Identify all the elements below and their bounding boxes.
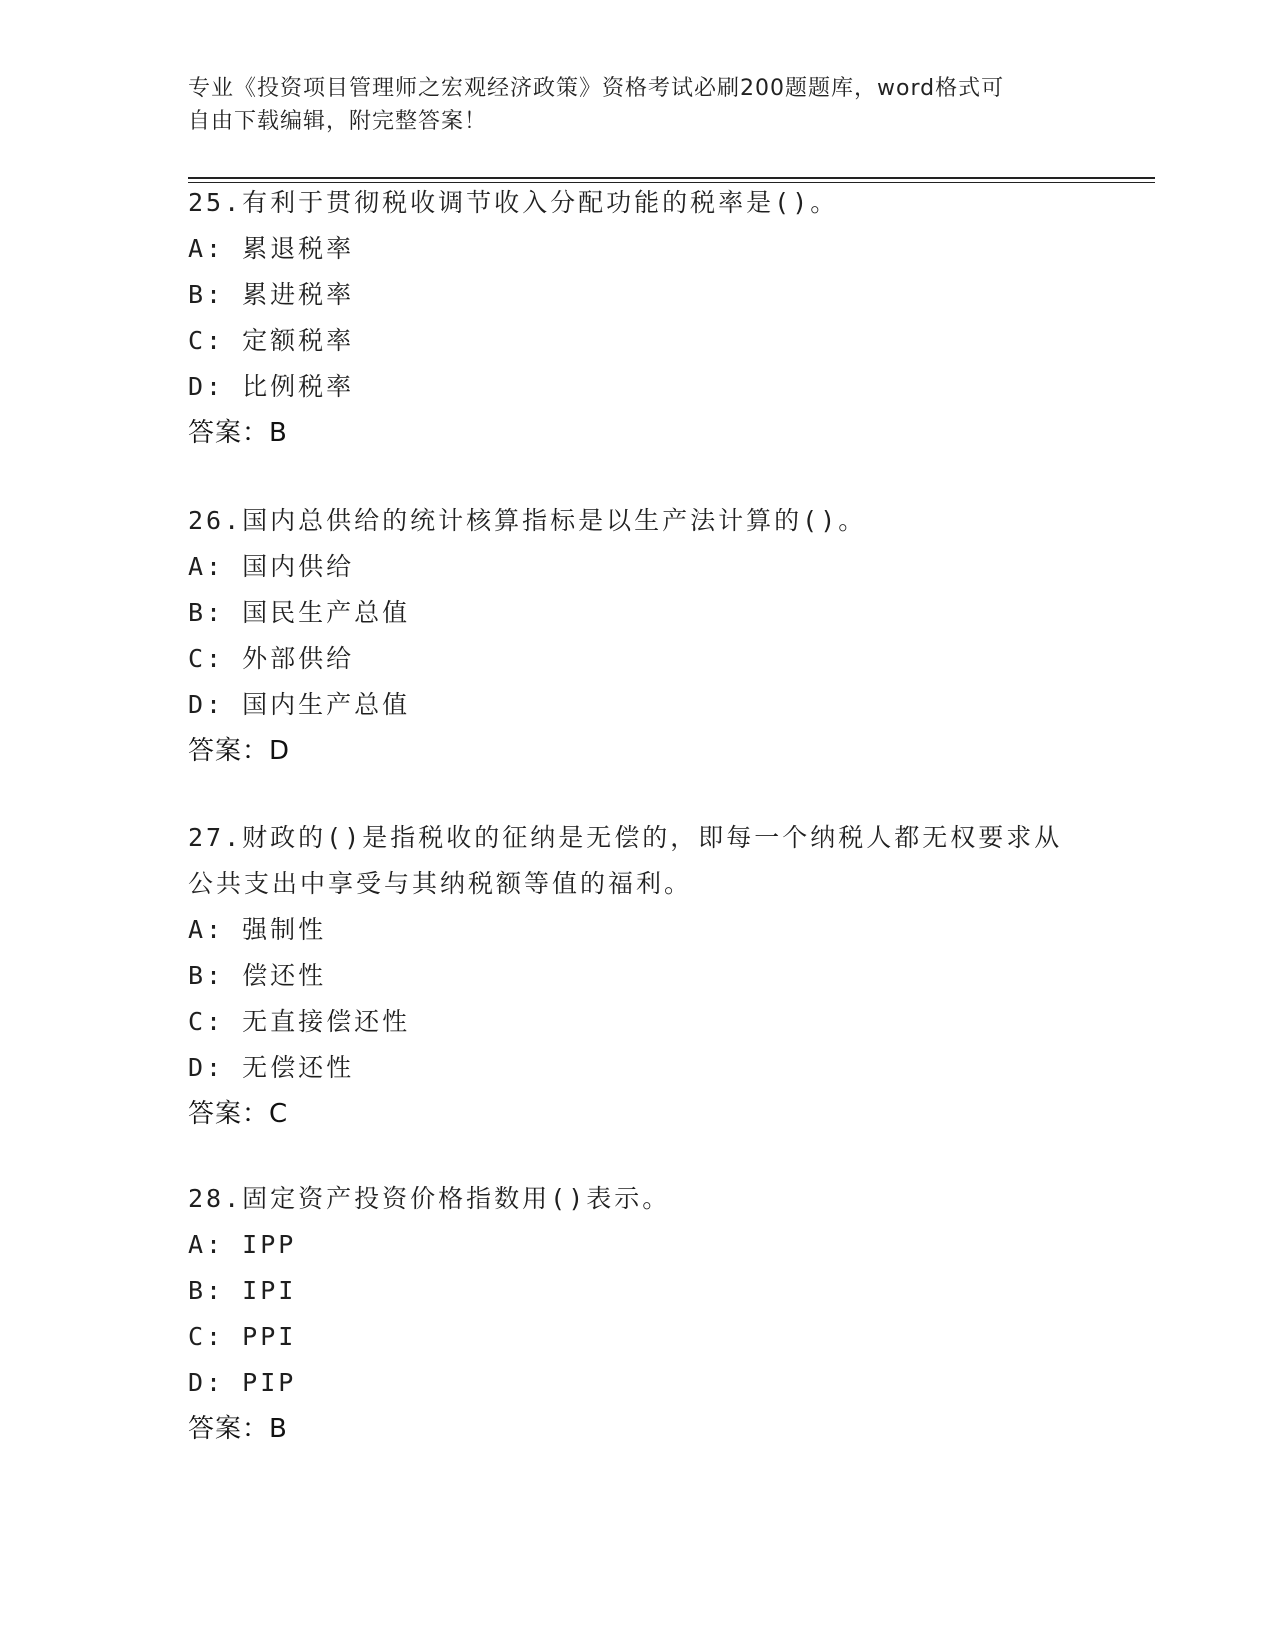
option-d: D: PIP — [188, 1368, 297, 1397]
option-c: C: 无直接偿还性 — [188, 1007, 411, 1036]
question-27 — [188, 815, 1088, 1137]
option-a: A: 累退税率 — [188, 234, 355, 263]
option-c: C: 外部供给 — [188, 644, 355, 673]
question-28 — [188, 1176, 1088, 1452]
question-26 — [188, 498, 1088, 774]
option-b: B: 偿还性 — [188, 961, 327, 990]
answer-line: 答案：B — [188, 1414, 288, 1444]
option-b: B: 累进税率 — [188, 280, 355, 309]
option-a: A: 强制性 — [188, 915, 327, 944]
answer-line: 答案：B — [188, 418, 288, 448]
question-25 — [188, 180, 1088, 456]
question-text-line-1: 27.财政的()是指税收的征纳是无偿的，即每一个纳税人都无权要求从 — [188, 823, 1063, 852]
answer-line: 答案：C — [188, 1099, 289, 1129]
option-d: D: 无偿还性 — [188, 1053, 355, 1082]
option-d: D: 比例税率 — [188, 372, 355, 401]
header-line-2: 自由下载编辑，附完整答案！ — [188, 109, 488, 134]
option-d: D: 国内生产总值 — [188, 690, 411, 719]
header-rule-thick — [188, 177, 1155, 179]
question-text: 25.有利于贯彻税收调节收入分配功能的税率是()。 — [188, 188, 839, 217]
option-b: B: IPI — [188, 1276, 297, 1305]
answer-line: 答案：D — [188, 736, 291, 766]
option-b: B: 国民生产总值 — [188, 598, 411, 627]
header-line-1: 专业《投资项目管理师之宏观经济政策》资格考试必刷200题题库，word格式可 — [188, 76, 1005, 101]
option-c: C: PPI — [188, 1322, 297, 1351]
option-a: A: IPP — [188, 1230, 297, 1259]
document-header — [188, 72, 1068, 138]
option-a: A: 国内供给 — [188, 552, 355, 581]
question-text: 28.固定资产投资价格指数用()表示。 — [188, 1184, 671, 1213]
question-text-line-2: 公共支出中享受与其纳税额等值的福利。 — [188, 869, 693, 898]
question-text: 26.国内总供给的统计核算指标是以生产法计算的()。 — [188, 506, 867, 535]
option-c: C: 定额税率 — [188, 326, 355, 355]
